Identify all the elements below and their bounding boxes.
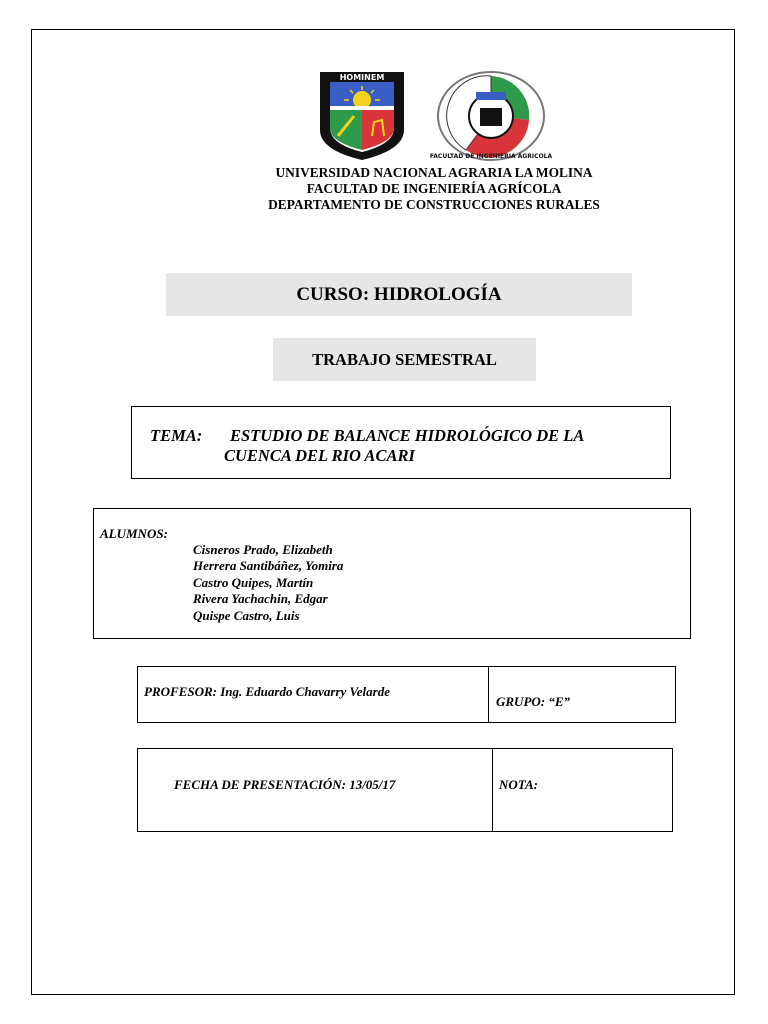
svg-text:HOMINEM: HOMINEM [339,73,385,82]
list-item: Herrera Santibáñez, Yomira [193,558,344,574]
faculty-round-logo [429,70,553,162]
alumnos-box [93,508,691,639]
work-type-title: TRABAJO SEMESTRAL [273,338,536,381]
department-name: DEPARTAMENTO DE CONSTRUCCIONES RURALES [268,197,600,212]
alumnos-label: ALUMNOS: [100,526,168,541]
tema-line-2: CUENCA DEL RIO ACARI [224,446,415,465]
list-item: Castro Quipes, Martín [193,574,314,590]
nota-label: NOTA: [499,777,538,792]
grupo-text: GRUPO: “E” [496,694,571,709]
tema-box [131,406,671,479]
profesor-grupo-box [137,666,676,723]
svg-text:FACULTAD DE INGENIERIA AGRICOL: FACULTAD DE INGENIERIA AGRICOLA [429,153,553,160]
university-name: UNIVERSIDAD NACIONAL AGRARIA LA MOLINA [275,165,593,180]
fecha-text: FECHA DE PRESENTACIÓN: 13/05/17 [174,777,396,792]
institution-header [0,165,768,213]
course-title: CURSO: HIDROLOGÍA [166,273,632,316]
tema-line-1: ESTUDIO DE BALANCE HIDROLÓGICO DE LA [230,426,585,445]
list-item: Cisneros Prado, Elizabeth [193,542,333,557]
alumnos-list [193,542,343,624]
list-item: Rivera Yachachin, Edgar [193,591,328,607]
tema-label: TEMA: [150,426,203,445]
profesor-text: PROFESOR: Ing. Eduardo Chavarry Velarde [144,684,390,699]
divider [492,749,493,831]
list-item: Quispe Castro, Luis [193,607,300,623]
divider [488,667,489,722]
university-shield-logo [316,70,408,162]
faculty-name: FACULTAD DE INGENIERÍA AGRÍCOLA [306,181,562,196]
fecha-nota-box [137,748,673,832]
